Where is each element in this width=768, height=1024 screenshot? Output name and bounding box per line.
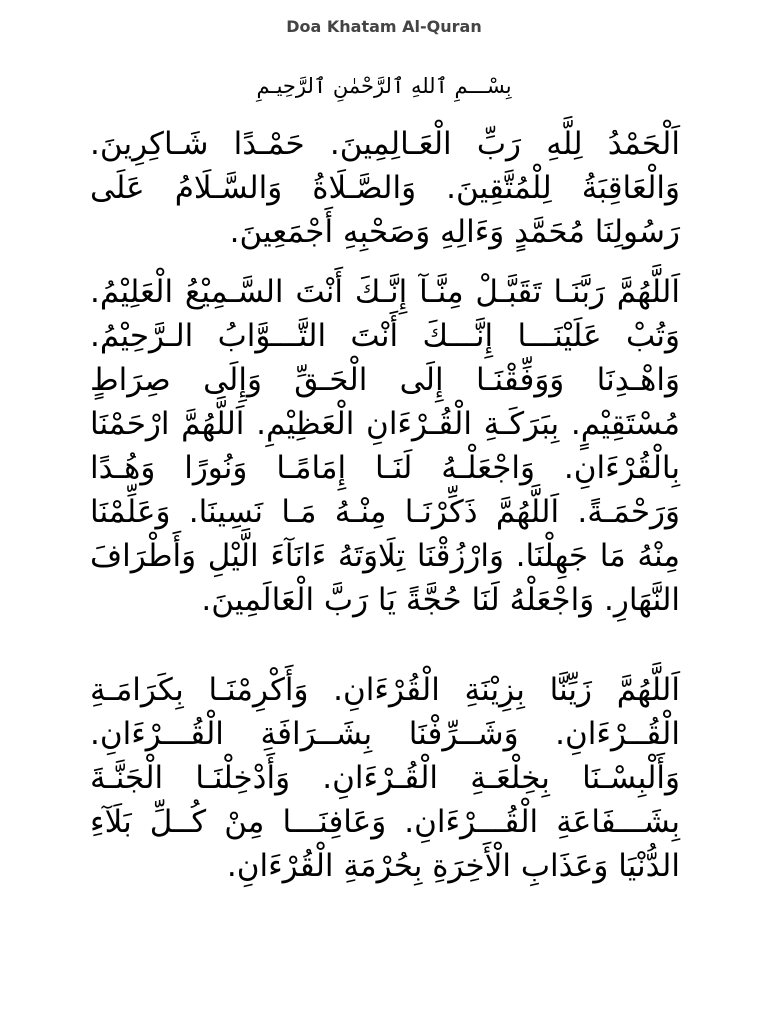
page-title: Doa Khatam Al-Quran (286, 17, 482, 36)
prayer-paragraph-2: اَللَّهُمَّ رَبَّنَـا تَقَبَّـلْ مِنَّـآ إِنَّـكَ أَنْتَ السَّـمِيْعُ الْعَلِيْمُ. وَتُبْ عَلَيْنَـــا إِنَّـــكَ أَنْتَ التَّـــوَّابُ الـرَّحِيْمُ. وَاهْـدِنَا وَوَفِّقْنَـا إِلَى الْحَـقِّ وَإِلَى صِرَاطٍ مُسْتَقِيْمٍ. بِبَرَكَـةِ الْقُـرْءَانِ الْعَظِيْمِ. اَللَّهُمَّ ارْحَمْنَا بِالْقُرْءَانِ. وَاجْعَلْـهُ لَنَـا إِمَامًـا وَنُورًا وَهُـدًا وَرَحْمَـةً. اَللَّهُمَّ ذَكِّرْنَـا مِنْـهُ مَـا نَسِينَا. وَعَلِّمْنَا مِنْهُ مَا جَهِلْنَا. وَارْزُقْنَا تِلَاوَتَهُ ءَانَآءَ الَّيْلِ وَأَطْرَافَ النَّهَارِ. وَاجْعَلْهُ لَنَا حُجَّةً يَا رَبَّ الْعَالَمِينَ. (90, 274, 680, 618)
basmala-heading: بِسْـــمِ ٱللهِ ٱلرَّحْمٰنِ ٱلرَّحِيـمِ (256, 74, 512, 98)
prayer-paragraph-3: اَللَّهُمَّ زَيِّنَّا بِزِيْنَةِ الْقُرْءَانِ. وَأَكْرِمْنَـا بِكَرَامَـةِ الْقُــرْءَانِ. وَشَــرِّفْنَا بِشَــرَافَةِ الْقُـــرْءَانِ. وَأَلْبِسْـنَا بِخِلْعَـةِ الْقُـرْءَانِ. وَأَدْخِلْنَـا الْجَنَّـةَ بِشَـــفَاعَةِ الْقُـــرْءَانِ. وَعَافِنَـــا مِنْ كُــلِّ بَلَآءِ الدُّنْيَا وَعَذَابِ الْأَخِرَةِ بِحُرْمَةِ الْقُرْءَانِ. (90, 672, 680, 884)
prayer-paragraph-1: اَلْحَمْدُ لِلَّهِ رَبِّ الْعَـالِمِينَ. حَمْـدًا شَـاكِرِينَ. وَالْعَاقِبَةُ لِلْمُتَّقِينَ. وَالصَّـلَاةُ وَالسَّـلَامُ عَلَى رَسُولِنَا مُحَمَّدٍ وَءَالِهِ وَصَحْبِهِ أَجْمَعِينَ. (90, 126, 680, 250)
